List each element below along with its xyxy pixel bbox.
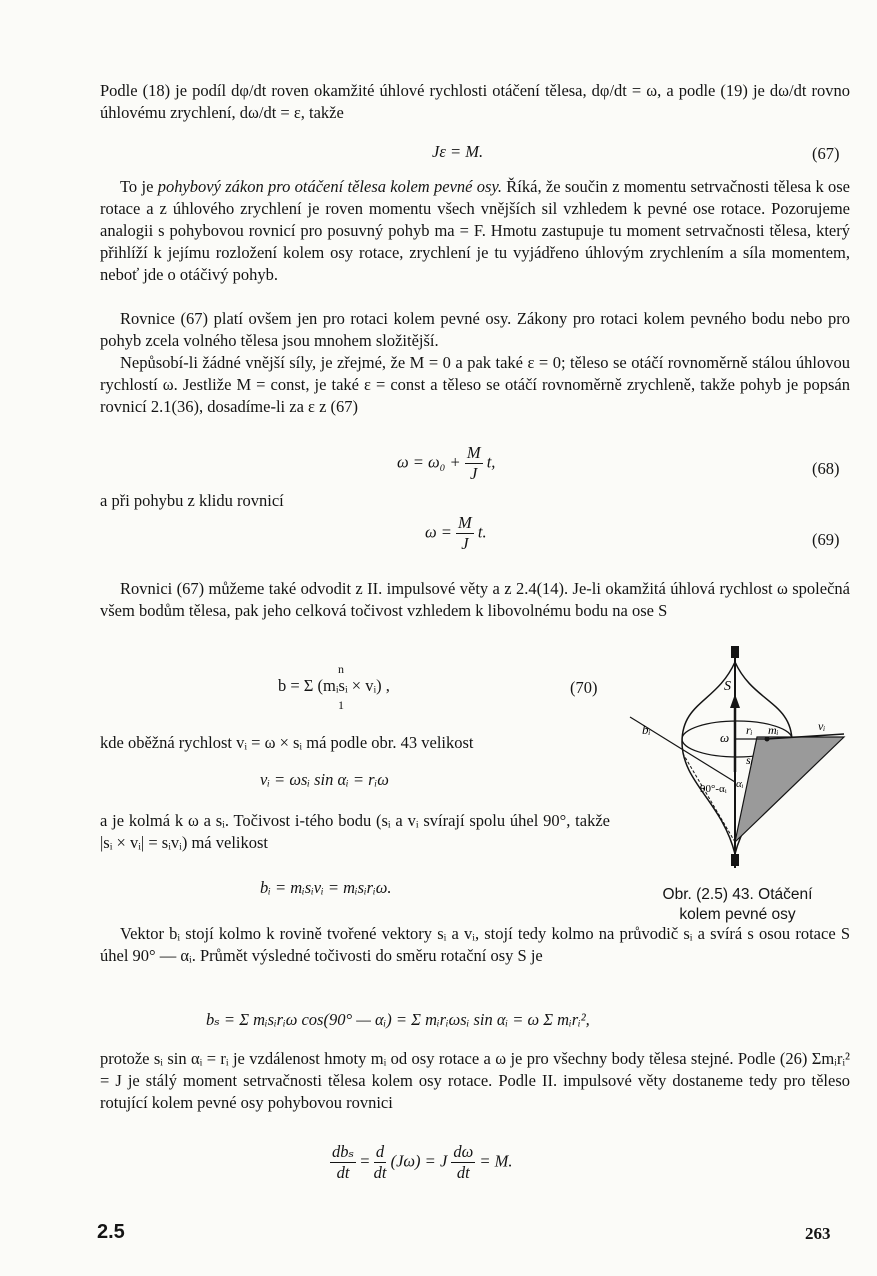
equation-70-number: (70) bbox=[570, 678, 598, 697]
final-frac-1: $\frac{\text{dbₛ}}{dt}$ bbox=[332, 1142, 355, 1182]
paragraph-3: Rovnice (67) platí ovšem jen pro rotaci kolem pevné osy. Zákony pro rotaci kolem pevného bodu nebo pro pohyb zcela volného tělesa jsou mnohem složitější. bbox=[100, 309, 850, 350]
page-number: 263 bbox=[805, 1224, 831, 1243]
equation-67: Jε = M. bbox=[432, 142, 484, 161]
final-end: = M. bbox=[479, 1151, 513, 1171]
paragraph-7: kde oběžná rychlost vᵢ = ω × sᵢ má podle obr. 43 velikost bbox=[100, 733, 474, 752]
equation-68-number: (68) bbox=[812, 459, 840, 478]
paragraph-9: Vektor bᵢ stojí kolmo k rovině tvořené vektory sᵢ a vᵢ, stojí tedy kolmo na průvodič sᵢ a svírá s osou rotace S úhel 90° — αᵢ. Průmět výsledné točivosti do směru rotační osy S je bbox=[100, 924, 850, 965]
equation-67-number: (67) bbox=[812, 144, 840, 163]
equation-final bbox=[330, 1142, 513, 1183]
rotation-figure bbox=[622, 642, 852, 872]
p2-emphasis: pohybový zákon pro otáčení tělesa kolem pevné osy. bbox=[157, 177, 502, 196]
caption-line-2: kolem pevné osy bbox=[679, 906, 796, 923]
paragraph-6: Rovnici (67) můžeme také odvodit z II. impulsové věty a z 2.4(14). Je-li okamžitá úhlová rychlost ω společná všem bodům tělesa, pak jeho celková točivost vzhledem k libovolnému bodu na ose S bbox=[100, 579, 850, 620]
label-omega: ω bbox=[720, 730, 730, 745]
equation-69 bbox=[425, 513, 487, 554]
paragraph-8: a je kolmá k ω a sᵢ. Točivost i-tého bodu (sᵢ a vᵢ svírají spolu úhel 90°, takže |sᵢ × vᵢ| = sᵢvᵢ) má velikost bbox=[100, 811, 610, 852]
eq68-t: t, bbox=[486, 452, 496, 472]
eq70-sum-upper: n bbox=[338, 662, 344, 676]
label-angle: 90°-αᵢ bbox=[700, 783, 727, 795]
label-vi: vᵢ bbox=[818, 719, 826, 733]
section-number: 2.5 bbox=[97, 1221, 125, 1243]
paragraph-2 bbox=[100, 176, 850, 286]
eq70-sum-lower: 1 bbox=[338, 698, 344, 712]
eq69-lhs: ω = bbox=[425, 522, 452, 542]
axis-top-bearing bbox=[731, 646, 739, 658]
equation-bi: bᵢ = mᵢsᵢvᵢ = mᵢsᵢrᵢω. bbox=[260, 878, 392, 897]
paragraph-4: Nepůsobí-li žádné vnější síly, je zřejmé, že M = 0 a pak také ε = 0; těleso se otáčí rovnoměrně stálou úhlovou rychlostí ω. Jestliže M = const, je také ε = const a těleso se otáčí rovnoměrně zrychleně, takže pohyb je popsán rovnicí 2.1(36), dosadíme-li za ε z (67) bbox=[100, 353, 850, 416]
equation-bs: bₛ = Σ mᵢsᵢrᵢω cos(90° — αᵢ) = Σ mᵢrᵢωsᵢ sin αᵢ = ω Σ mᵢrᵢ², bbox=[206, 1010, 590, 1029]
eq68-lhs: ω = ω₀ + bbox=[397, 452, 461, 472]
equation-vi: vᵢ = ωsᵢ sin αᵢ = rᵢω bbox=[260, 770, 389, 789]
final-mid: (Jω) = J bbox=[390, 1151, 448, 1171]
label-ri: rᵢ bbox=[746, 723, 753, 737]
mass-point bbox=[765, 737, 770, 742]
caption-line-1: Obr. (2.5) 43. Otáčení bbox=[662, 886, 813, 903]
equation-68 bbox=[397, 443, 495, 484]
final-eq-sign: = bbox=[360, 1151, 370, 1171]
label-si: sᵢ bbox=[746, 753, 753, 767]
axis-bottom-bearing bbox=[731, 854, 739, 866]
final-frac-3: $\frac{d\omega}{dt}$ bbox=[453, 1142, 474, 1182]
equation-69-number: (69) bbox=[812, 530, 840, 549]
label-S: S bbox=[724, 679, 731, 694]
label-bi: bᵢ bbox=[642, 722, 651, 737]
eq68-fraction: $\frac{M}{J}$ bbox=[466, 443, 481, 483]
omega-arrowhead bbox=[730, 694, 740, 708]
paragraph-5: a při pohybu z klidu rovnicí bbox=[100, 491, 284, 510]
paragraph-1: Podle (18) je podíl dφ/dt roven okamžité úhlové rychlosti otáčení tělesa, dφ/dt = ω, a podle (19) je dω/dt rovno úhlovému zrychlení, dω/dt = ε, takže bbox=[100, 81, 850, 122]
eq69-t: t. bbox=[477, 522, 487, 542]
figure-caption bbox=[630, 885, 845, 925]
equation-70 bbox=[278, 662, 390, 712]
p2-rest: Říká, že součin z momentu setrvačnosti tělesa k ose rotace a z úhlového zrychlení je roven momentu všech vnějších sil vzhledem k pevné ose rotace. Pozorujeme analogii s pohybovou rovnicí pro posuvný pohyb ma = F. Hmotu zastupuje tu moment setrvačnosti tělesa, který přihlíží k jejímu rozložení kolem osy rotace, zrychlení je tu vyjádřeno úhlovým zrychlením a síla momentem, neboť jde o otáčivý pohyb. bbox=[100, 177, 850, 284]
label-alpha: αᵢ bbox=[736, 778, 744, 790]
final-frac-2: $\frac{d}{dt}$ bbox=[373, 1142, 387, 1182]
eq70-body: b = Σ (mᵢsᵢ × vᵢ) , bbox=[278, 676, 390, 695]
label-mi: mᵢ bbox=[768, 723, 779, 737]
eq69-fraction: $\frac{M}{J}$ bbox=[458, 513, 472, 553]
paragraph-10: protože sᵢ sin αᵢ = rᵢ je vzdálenost hmoty mᵢ od osy rotace a ω je pro všechny body tělesa stejné. Podle (26) Σmᵢrᵢ² = J je stálý moment setrvačnosti tělesa kolem osy rotace. Podle II. impulsové věty dostaneme tedy pro těleso rotující kolem pevné osy pohybovou rovnici bbox=[100, 1049, 850, 1112]
p2-start: To je bbox=[120, 177, 158, 196]
